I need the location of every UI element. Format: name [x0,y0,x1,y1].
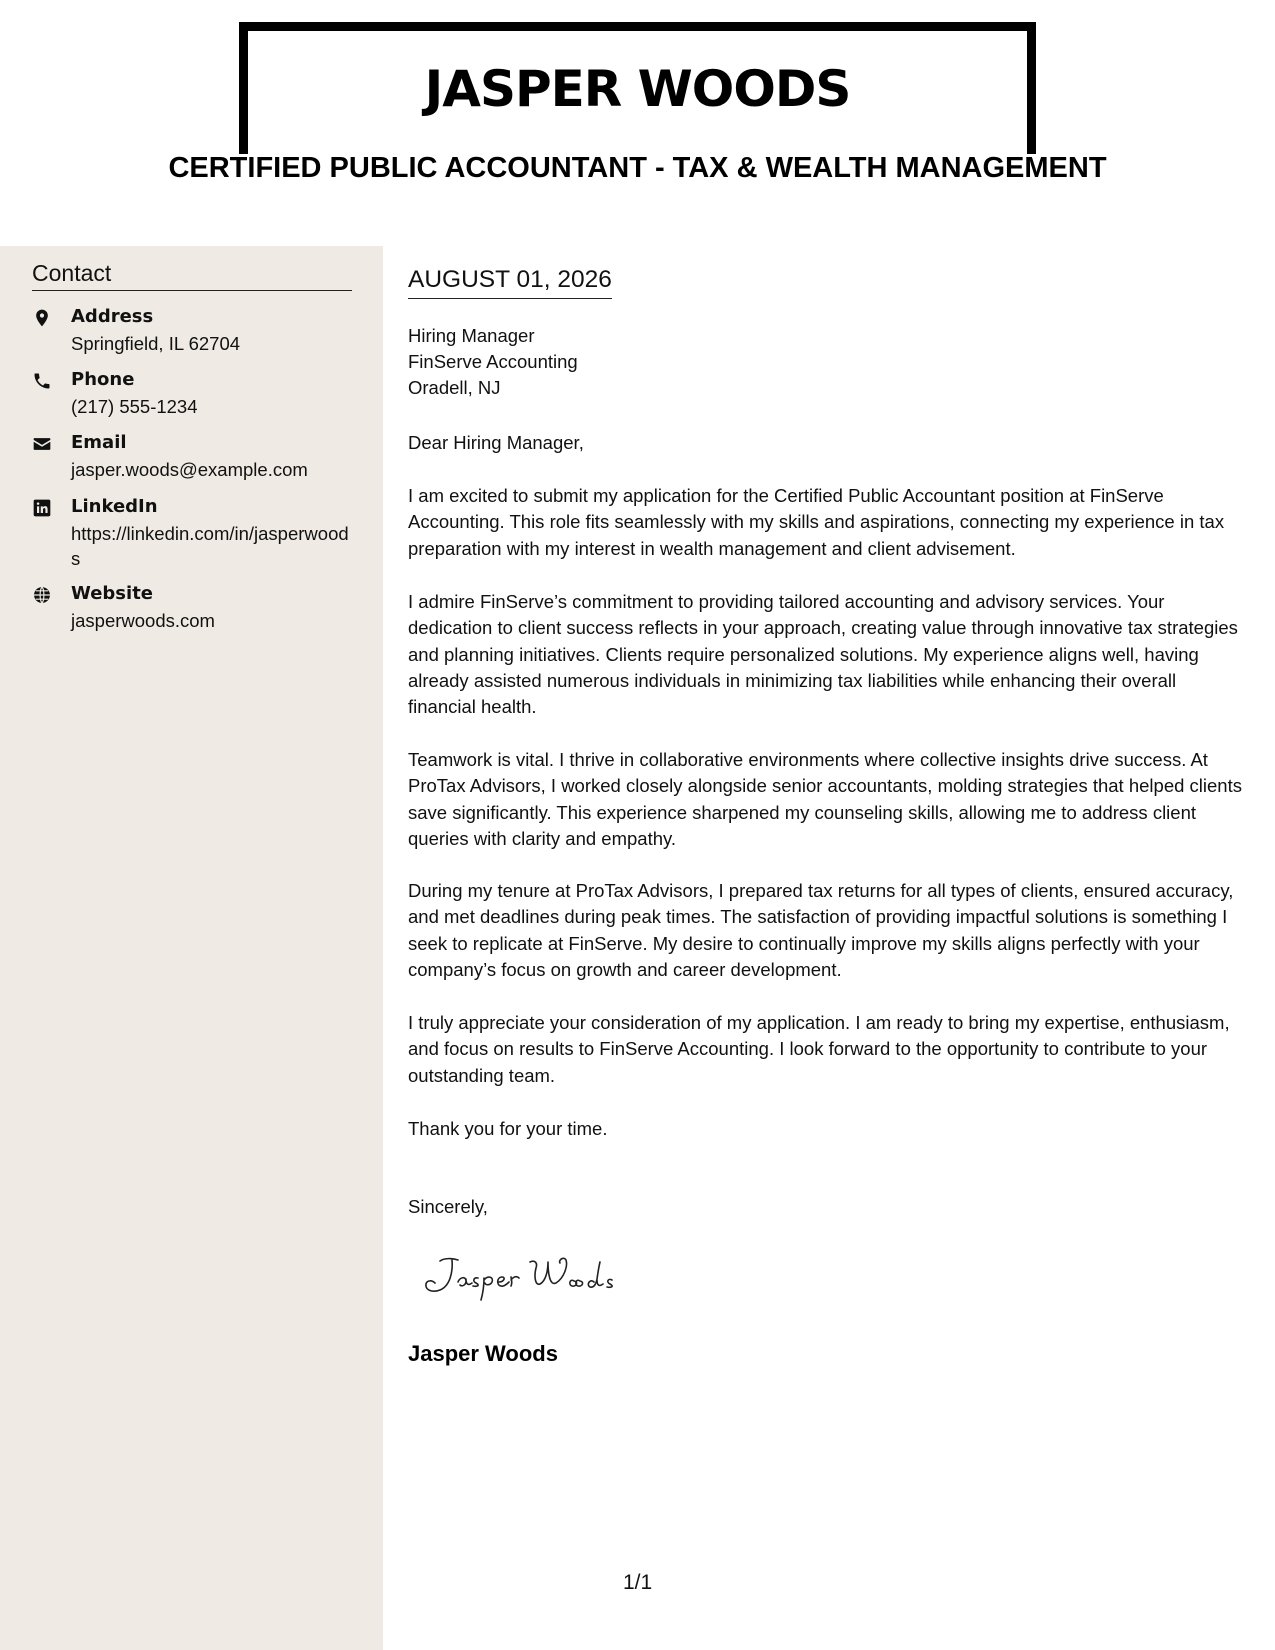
contact-label: Address [71,306,154,327]
map-pin-icon [32,308,54,330]
contact-value: (217) 555-1234 [71,396,198,417]
contact-label: Email [71,432,127,453]
phone-icon [32,371,54,393]
contact-value[interactable]: https://linkedin.com/in/jasperwoods [71,523,349,569]
contact-label: Website [71,583,154,604]
paragraph: I truly appreciate your consideration of my application. I am ready to bring my expertise, enthusiasm, and focus on results to FinServe Accounting. I look forward to the opportunity to contribute to your outstanding team. [408,1012,1230,1086]
paragraph: Thank you for your time. [408,1118,608,1139]
header [0,0,1275,246]
candidate-role: CERTIFIED PUBLIC ACCOUNTANT - TAX & WEALTH MANAGEMENT [168,152,1107,184]
recipient-block [408,323,578,401]
contact-value[interactable]: jasperwoods.com [71,610,215,631]
contact-label: LinkedIn [71,496,158,517]
handwritten-signature [422,1246,662,1306]
globe-icon [32,585,54,607]
paragraph: During my tenure at ProTax Advisors, I prepared tax returns for all types of clients, ensured accuracy, and met deadlines during peak times. The satisfaction of providing impactful solutions is something I seek to replicate at FinServe. My desire to continually improve my skills aligns perfectly with your company’s focus on growth and career development. [408,880,1234,980]
contact-value: jasper.woods@example.com [71,459,308,480]
page-number: 1/1 [623,1571,653,1594]
contact-value: Springfield, IL 62704 [71,333,241,354]
letter-date: AUGUST 01, 2026 [408,266,612,299]
paragraph: Teamwork is vital. I thrive in collaborative environments where collective insights drive success. At ProTax Advisors, I worked closely alongside senior accountants, molding strategies that helped clients save significantly. This experience sharpened my counseling skills, allowing me to address client queries with clarity and empathy. [408,749,1242,849]
contact-sidebar [0,246,383,1650]
closing: Sincerely, [408,1196,488,1217]
recipient-line: FinServe Accounting [408,351,578,372]
linkedin-icon [32,498,54,520]
envelope-icon [32,434,54,456]
recipient-line: Oradell, NJ [408,377,501,398]
paragraph: I am excited to submit my application for the Certified Public Accountant position at FinServe Accounting. This role fits seamlessly with my skills and aspirations, connecting my experience in tax preparation with my interest in wealth management and client advisement. [408,485,1225,559]
signer-name: Jasper Woods [408,1341,558,1366]
salutation: Dear Hiring Manager, [408,432,584,453]
contact-label: Phone [71,369,135,390]
paragraph: I admire FinServe’s commitment to providing tailored accounting and advisory services. Your dedication to client success reflects in your approach, creating value through innovative tax strategies and planning initiatives. Clients require personalized solutions. My experience aligns well, having already assisted numerous individuals in minimizing tax liabilities while enhancing their overall financial health. [408,591,1238,718]
recipient-line: Hiring Manager [408,325,535,346]
contact-title: Contact [32,260,352,291]
candidate-name: JASPER WOODS [424,60,851,118]
